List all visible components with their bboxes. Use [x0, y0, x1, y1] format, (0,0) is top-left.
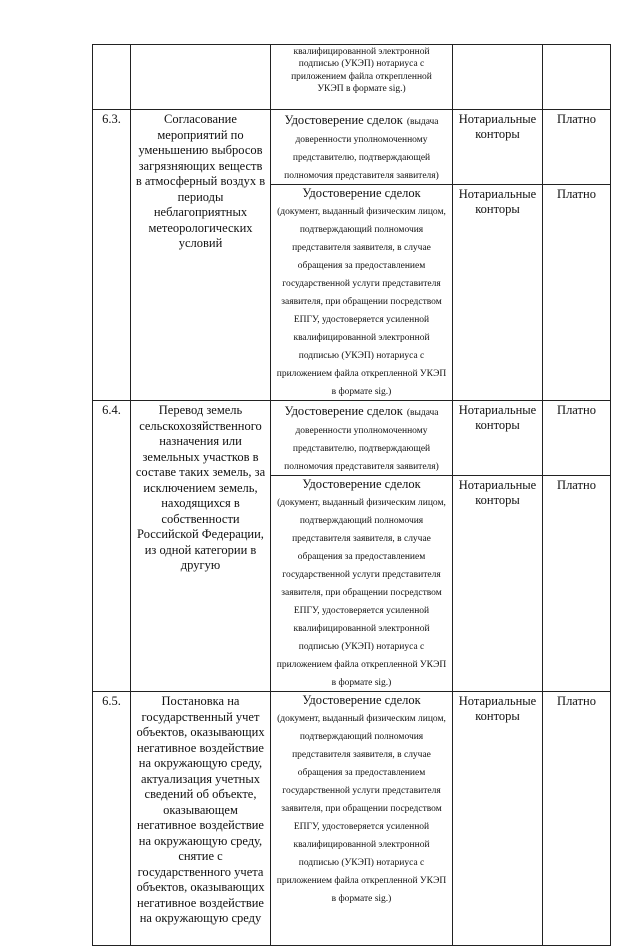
performer-cell: Нотариальные конторы	[453, 185, 543, 401]
payment-cell: Платно	[543, 692, 611, 946]
payment-cell: Платно	[543, 185, 611, 401]
payment-cell: Платно	[543, 401, 611, 476]
table-row-continuation	[93, 45, 611, 110]
table-row	[93, 401, 611, 476]
document-title: Удостоверение сделок	[302, 477, 421, 491]
performer-cell	[453, 45, 543, 110]
document-title: Удостоверение сделок	[302, 693, 421, 707]
payment-cell: Платно	[543, 476, 611, 692]
document-cell	[271, 401, 453, 476]
performer-cell: Нотариальные конторы	[453, 476, 543, 692]
document-cell	[271, 185, 453, 401]
performer-cell: Нотариальные конторы	[453, 692, 543, 946]
document-title: Удостоверение сделок	[284, 404, 403, 418]
document-cell	[271, 45, 453, 110]
document-details: (документ, выданный физическим лицом, подтверждающий полномочия представителя заявителя, в случае обращения за предоставлением государственной услуги представителя заявителя, при обращении посредством ЕПГУ, удостоверяется усиленной квалифицированной электронной подписью (УКЭП) нотариуса с приложением файла открепленной УКЭП в формате sig.)	[276, 714, 447, 904]
performer-cell: Нотариальные конторы	[453, 401, 543, 476]
service-name-cell	[131, 45, 271, 110]
document-details: (документ, выданный физическим лицом, подтверждающий полномочия представителя заявителя, в случае обращения за предоставлением государственной услуги представителя заявителя, при обращении посредством ЕПГУ, удостоверяется усиленной квалифицированной электронной подписью (УКЭП) нотариуса с приложением файла открепленной УКЭП в формате sig.)	[276, 207, 447, 397]
document-title: Удостоверение сделок	[284, 113, 403, 127]
payment-cell: Платно	[543, 110, 611, 185]
service-name-cell: Перевод земель сельскохозяйственного назначения или земельных участков в составе таких земель, за исключением земель, находящихся в собственности Российской Федерации, из одной категории в другую	[131, 401, 271, 692]
table-row	[93, 110, 611, 185]
document-cell	[271, 110, 453, 185]
document-line: УКЭП в формате sig.)	[317, 84, 406, 95]
row-number-cell: 6.5.	[93, 692, 131, 946]
service-name-cell: Согласование мероприятий по уменьшению выбросов загрязняющих веществ в атмосферный воздух в периоды неблагоприятных метеорологических условий	[131, 110, 271, 401]
document-cell	[271, 692, 453, 946]
document-line: квалифицированной электронной	[293, 47, 430, 57]
row-number-cell: 6.4.	[93, 401, 131, 692]
document-line: приложением файла открепленной	[291, 71, 432, 82]
document-cell	[271, 476, 453, 692]
document-details: (выдача доверенности уполномоченному представителю, подтверждающей полномочия представителя заявителя)	[284, 117, 439, 181]
document-details: (выдача доверенности уполномоченному представителю, подтверждающей полномочия представителя заявителя)	[284, 408, 439, 472]
document-line: подписью (УКЭП) нотариуса с	[298, 59, 425, 70]
document-title: Удостоверение сделок	[302, 186, 421, 200]
service-name-cell: Постановка на государственный учет объектов, оказывающих негативное воздействие на окружающую среду, актуализация учетных сведений об объекте, оказывающем негативное воздействие на окружающую среду, снятие с государственного учета объектов, оказывающих негативное воздействие на окружающую среду	[131, 692, 271, 946]
row-number-cell	[93, 45, 131, 110]
table-row	[93, 692, 611, 946]
notary-services-table	[92, 44, 611, 946]
payment-cell	[543, 45, 611, 110]
row-number-cell: 6.3.	[93, 110, 131, 401]
document-details: (документ, выданный физическим лицом, подтверждающий полномочия представителя заявителя, в случае обращения за предоставлением государственной услуги представителя заявителя, при обращении посредством ЕПГУ, удостоверяется усиленной квалифицированной электронной подписью (УКЭП) нотариуса с приложением файла открепленной УКЭП в формате sig.)	[276, 498, 447, 688]
performer-cell: Нотариальные конторы	[453, 110, 543, 185]
